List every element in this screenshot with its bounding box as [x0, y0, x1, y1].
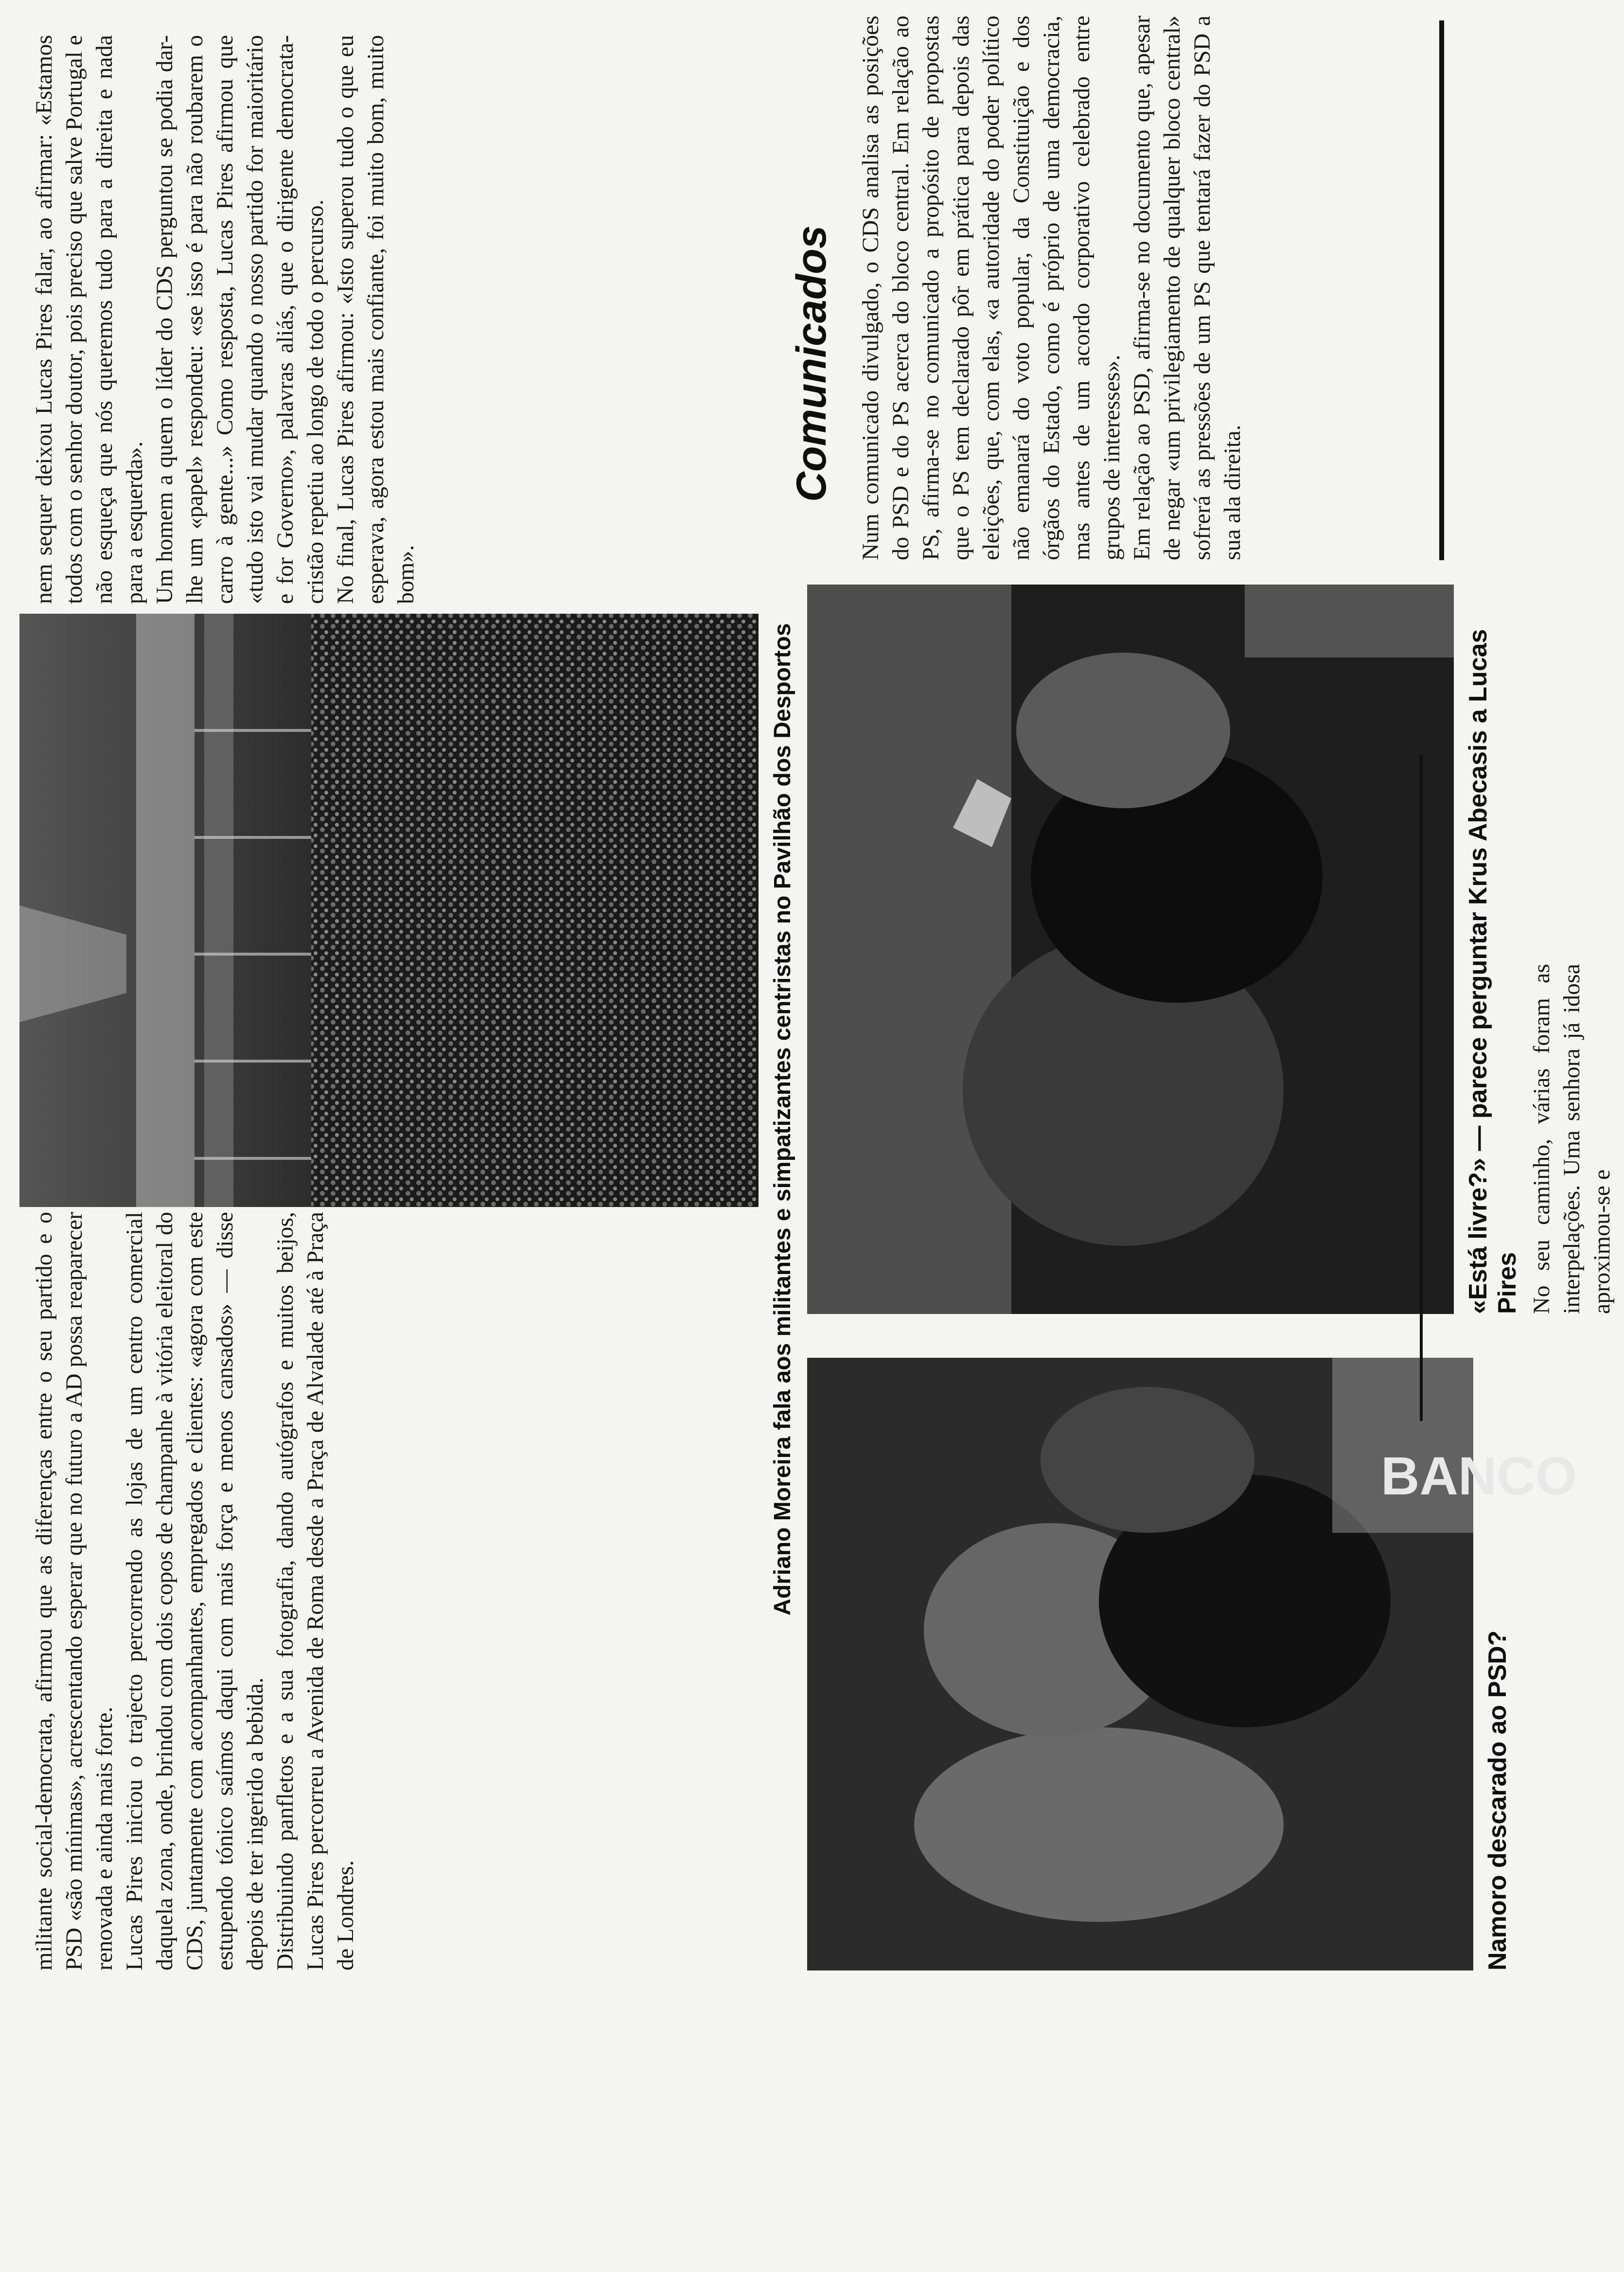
caption-flirt: Namoro descarado ao PSD?	[1483, 1630, 1512, 1970]
article-column-right-top: nem sequer deixou Lucas Pires falar, ao afirmar: «Estamos todos com o senhor doutor, pois preciso que salve Portugal e não esqueça que nós queremos tudo para a direita e nada para a esquerda». Um homem a quem o líder do CDS perguntou se podia dar-lhe um «papel» respondeu: «se isso é para não roubarem o carro à gente...» Como resposta, Lucas Pires afirmou que «tudo isto vai mudar quando o nosso partido for maioritário e for Governo», palavras aliás, que o dirigente democrata-cristão repetiu ao longo de todo o percurso. No final, Lucas Pires afirmou: «Isto superou tudo o que eu esperava, agora estou mais confiante, foi muito bom, muito bom».	[31, 35, 419, 604]
article-column-right-bottom: Num comunicado divulgado, o CDS analisa as posições do PSD e do PS acerca do bloco central. Em relação ao PS, afirma-se no comunicado a propósito de propostas que o PS tem declarado pôr em prática para depois das eleições, que, com elas, «a autoridade do poder político não emanará do voto popular, da Constituição e dos órgãos do Estado, como é próprio de uma democracia, mas antes de um acordo corporativo celebrado entre grupos de interesses». Em relação ao PSD, afirma-se no documento que, apesar de negar «um privilegiamento de qualquer bloco central» sofrerá as pressões de um PS que tentará fazer do PSD a sua ala direita.	[858, 16, 1245, 560]
caption-rally: Adriano Moreira fala aos militantes e simpatizantes centristas no Pavilhão dos Desportos	[770, 623, 795, 1615]
column-rule	[1420, 755, 1423, 1421]
crowd-image	[19, 614, 759, 1207]
article-column-left: militante social-democrata, afirmou que as diferenças entre o seu partido e o PSD «são mínimas», acrescentando esperar que no futuro a AD possa reaparecer renovada e ainda mais forte. Lucas Pires iniciou o trajecto percorrendo as lojas de um centro comercial daquela zona, onde, brindou com dois copos de champanhe à vitória eleitoral do CDS, juntamente com acompanhantes, empregados e clientes: «agora com este estupendo tónico saímos daqui com mais força e menos cansados» — disse depois de ter ingerido a bebida. Distribuindo panfletos e a sua fotografia, dando autógrafos e muitos beijos, Lucas Pires percorreu a Avenida de Roma desde a Praça de Alvalade até à Praça de Londres.	[31, 1212, 358, 1970]
article-column-bottom-middle: No seu caminho, várias foram as interpelações. Uma senhora já idosa aproximou-se e	[1529, 964, 1615, 1314]
caption-free: «Está livre?» — parece perguntar Krus Abecasis a Lucas Pires	[1464, 629, 1521, 1314]
free-photo	[807, 585, 1454, 1314]
bank-sign: BANCO	[1381, 1446, 1577, 1506]
section-rule	[1439, 20, 1444, 560]
section-heading: Comunicados	[788, 225, 835, 502]
rally-photo	[19, 614, 759, 1207]
